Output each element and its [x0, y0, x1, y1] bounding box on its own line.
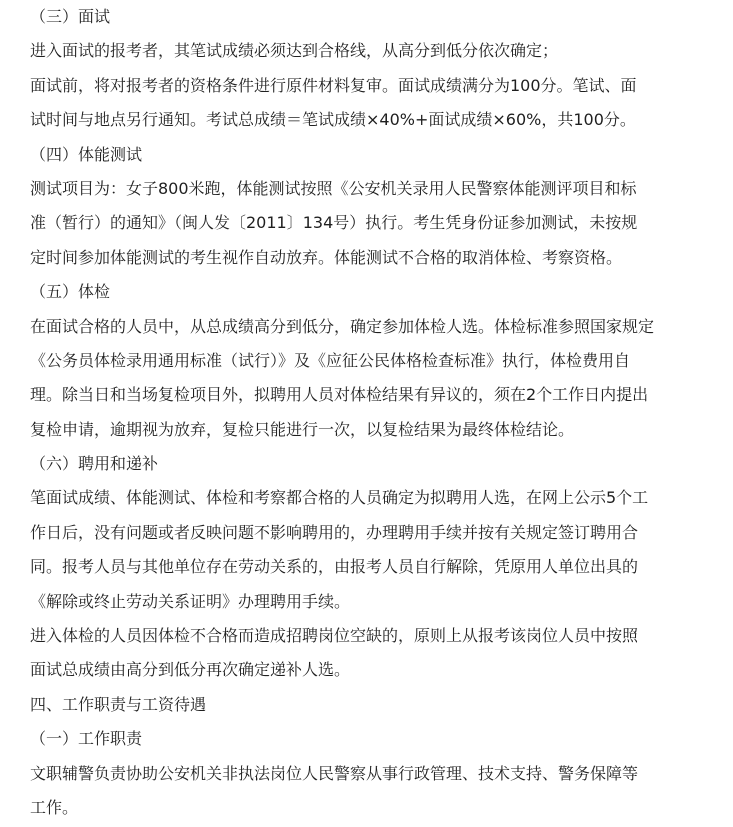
paragraph-line: 工作。	[30, 797, 79, 817]
paragraph-line: 同。报考人员与其他单位存在劳动关系的，由报考人员自行解除，凭原用人单位出具的	[30, 557, 639, 577]
section-heading-fitness-test: （四）体能测试	[30, 144, 143, 164]
paragraph-line: 进入面试的报考者，其笔试成绩必须达到合格线，从高分到低分依次确定；	[30, 41, 559, 61]
section-heading-interview: （三）面试	[30, 7, 111, 26]
paragraph-line: 定时间参加体能测试的考生视作自动放弃。体能测试不合格的取消体检、考察资格。	[30, 247, 623, 267]
paragraph-line: 作日后，没有问题或者反映问题不影响聘用的，办理聘用手续并按有关规定签订聘用合	[30, 522, 639, 542]
section-heading-duties: （一）工作职责	[30, 729, 143, 749]
paragraph-line: 在面试合格的人员中，从总成绩高分到低分，确定参加体检人选。体检标准参照国家规定	[30, 316, 655, 336]
paragraph-line: 进入体检的人员因体检不合格而造成招聘岗位空缺的，原则上从报考该岗位人员中按照	[30, 626, 639, 646]
paragraph-line: 理。除当日和当场复检项目外，拟聘用人员对体检结果有异议的，须在2个工作日内提出	[30, 385, 649, 405]
section-heading-hiring: （六）聘用和递补	[30, 454, 159, 474]
paragraph-line: 测试项目为：女子800米跑，体能测试按照《公安机关录用人民警察体能测评项目和标	[30, 178, 637, 198]
section-heading-duties-and-pay: 四、工作职责与工资待遇	[30, 694, 207, 714]
paragraph-line: 面试总成绩由高分到低分再次确定递补人选。	[30, 660, 351, 680]
paragraph-line: 《解除或终止劳动关系证明》办理聘用手续。	[30, 591, 351, 611]
paragraph-line: 准（暂行）的通知》（闽人发〔2011〕134号）执行。考生凭身份证参加测试，未按规	[30, 213, 638, 233]
paragraph-line: 复检申请，逾期视为放弃，复检只能进行一次，以复检结果为最终体检结论。	[30, 419, 575, 439]
paragraph-line: 《公务员体检录用通用标准（试行）》及《应征公民体格检查标准》执行，体检费用自	[30, 350, 631, 370]
section-heading-medical-exam: （五）体检	[30, 282, 111, 302]
paragraph-line: 面试前，将对报考者的资格条件进行原件材料复审。面试成绩满分为100分。笔试、面	[30, 75, 637, 95]
paragraph-line: 笔面试成绩、体能测试、体检和考察都合格的人员确定为拟聘用人选，在网上公示5个工	[30, 488, 649, 508]
paragraph-line: 试时间与地点另行通知。考试总成绩＝笔试成绩×40%+面试成绩×60%，共100分。	[30, 110, 636, 130]
paragraph-line: 文职辅警负责协助公安机关非执法岗位人民警察从事行政管理、技术支持、警务保障等	[30, 763, 639, 783]
